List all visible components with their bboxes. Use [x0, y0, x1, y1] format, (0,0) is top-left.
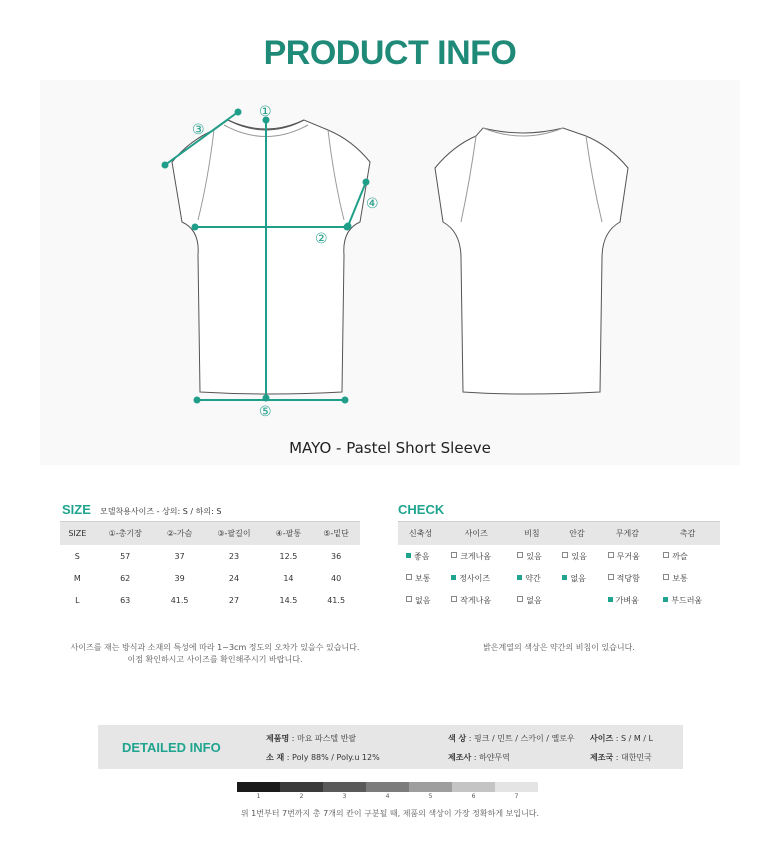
size-cell: M	[73, 573, 81, 583]
origin-label: 제조국	[590, 753, 614, 762]
unchecked-box-icon	[451, 596, 457, 602]
back-shirt-outline	[435, 128, 628, 394]
size-cell: 24	[228, 573, 240, 583]
material-value: : Poly 88% / Poly.u 12%	[284, 753, 380, 762]
unchecked-box-icon	[451, 552, 457, 558]
gradient-number: 6	[471, 793, 476, 800]
size-col-header: ⑤-밑단	[312, 522, 360, 546]
check-cell	[398, 567, 443, 589]
size-cell: 14.5	[279, 595, 298, 605]
model-size-note: 모델착용사이즈 - 상의: S / 하의: S	[100, 507, 222, 516]
unchecked-box-icon	[517, 596, 523, 602]
checked-box-icon	[406, 553, 411, 558]
check-heading: CHECK	[398, 502, 445, 517]
unchecked-box-icon	[663, 574, 669, 580]
size-cell: 39	[174, 573, 185, 583]
gradient-number: 2	[299, 793, 304, 800]
size-cell: 41.5	[170, 595, 189, 605]
size-col-header: ③-팔길이	[203, 522, 264, 546]
check-cell	[655, 589, 720, 611]
check-option-label: 무거움	[616, 551, 640, 561]
product-name: MAYO - Pastel Short Sleeve	[289, 439, 491, 457]
unchecked-box-icon	[406, 596, 412, 602]
check-cell	[398, 589, 443, 611]
check-col-header: 안감	[554, 522, 599, 546]
check-table	[398, 521, 720, 611]
origin-value: : 대한민국	[613, 753, 652, 762]
size-cell: 23	[228, 551, 240, 561]
size-row	[60, 545, 360, 567]
size-row	[60, 567, 360, 589]
color-row	[448, 733, 575, 744]
size-cell: 63	[120, 595, 131, 605]
page-title: PRODUCT INFO	[263, 34, 517, 72]
check-cell	[600, 545, 656, 567]
gradient-number: 7	[514, 793, 519, 800]
size-label: 사이즈	[590, 734, 614, 743]
size-cell: 37	[174, 551, 185, 561]
check-option-label: 적당함	[616, 573, 640, 583]
size-note	[60, 642, 370, 666]
check-row	[398, 545, 720, 567]
check-cell	[600, 567, 656, 589]
marker-2: ②	[315, 231, 328, 247]
check-col-header: 신축성	[398, 522, 443, 546]
size-note-line1: 사이즈를 재는 방식과 소재의 특성에 따라 1~3cm 정도의 오차가 있을수 있습니다.	[70, 643, 360, 652]
product-name-row	[266, 733, 356, 744]
check-option-label: 없음	[415, 595, 431, 605]
check-option-label: 있음	[526, 551, 542, 561]
gradient-number: 4	[385, 793, 390, 800]
product-label: 제품명	[266, 734, 290, 743]
gradient-swatch	[366, 782, 409, 792]
unchecked-box-icon	[608, 552, 614, 558]
color-gradient-scale	[237, 782, 538, 792]
gradient-swatch	[452, 782, 495, 792]
size-col-header: ②-가슴	[156, 522, 204, 546]
gradient-swatch	[409, 782, 452, 792]
size-cell: 36	[331, 551, 342, 561]
marker-1: ①	[259, 104, 272, 120]
size-note-line2: 이점 확인하시고 사이즈를 확인해주시기 바랍니다.	[127, 655, 303, 664]
check-cell	[509, 567, 554, 589]
check-cell	[600, 589, 656, 611]
check-col-header: 사이즈	[443, 522, 509, 546]
size-cell: 41.5	[327, 595, 346, 605]
checked-box-icon	[451, 575, 456, 580]
check-row	[398, 589, 720, 611]
check-cell	[509, 545, 554, 567]
check-col-header: 비침	[509, 522, 554, 546]
check-cell	[655, 545, 720, 567]
size-value: : S / M / L	[613, 734, 653, 743]
size-table	[60, 521, 360, 611]
check-note: 밝은계열의 색상은 약간의 비침이 있습니다.	[483, 643, 635, 652]
size-cell: L	[75, 595, 80, 605]
check-option-label: 보통	[672, 573, 688, 583]
tshirt-diagram	[40, 80, 740, 465]
material-row	[266, 752, 380, 763]
origin-row	[590, 752, 652, 763]
gradient-number: 5	[428, 793, 433, 800]
check-cell	[443, 545, 509, 567]
garment-illustration	[40, 80, 740, 465]
check-option-label: 가벼움	[615, 595, 639, 605]
size-cell: 14	[283, 573, 294, 583]
size-cell: 40	[331, 573, 342, 583]
checked-box-icon	[608, 597, 613, 602]
gradient-number: 1	[256, 793, 261, 800]
front-shirt-outline	[172, 120, 370, 394]
gradient-number: 3	[342, 793, 347, 800]
check-cell	[509, 589, 554, 611]
gradient-numbers	[237, 793, 538, 800]
size-cell: S	[74, 551, 80, 561]
check-cell	[554, 545, 599, 567]
check-option-label: 보통	[415, 573, 431, 583]
color-value: : 핑크 / 민트 / 스카이 / 옐로우	[466, 734, 575, 743]
gradient-note: 위 1번부터 7번까지 총 7개의 칸이 구분될 때, 제품의 색상이 가장 정확하게 보입니다.	[240, 809, 540, 818]
checked-box-icon	[663, 597, 668, 602]
size-cell: 62	[120, 573, 131, 583]
size-row	[590, 733, 653, 744]
detailed-info-bar	[98, 725, 683, 769]
detailed-info-heading: DETAILED INFO	[122, 740, 221, 755]
size-cell: 27	[228, 595, 240, 605]
material-label: 소 재	[266, 753, 285, 762]
checked-box-icon	[562, 575, 567, 580]
check-cell	[443, 567, 509, 589]
check-option-label: 약간	[525, 573, 541, 583]
check-option-label: 있음	[571, 551, 587, 561]
gradient-swatch	[237, 782, 280, 792]
product-value: : 마요 파스텔 반팔	[289, 734, 357, 743]
check-cell	[554, 567, 599, 589]
check-option-label: 까슬	[672, 551, 688, 561]
check-cell	[443, 589, 509, 611]
check-option-label: 부드러움	[671, 595, 703, 605]
size-cell: 12.5	[279, 551, 298, 561]
marker-5: ⑤	[259, 404, 272, 420]
maker-row	[448, 752, 510, 763]
maker-value: : 하얀무역	[471, 753, 510, 762]
color-label: 색 상	[448, 734, 467, 743]
marker-4: ④	[366, 196, 379, 212]
check-row	[398, 567, 720, 589]
check-col-header: 무게감	[600, 522, 656, 546]
check-option-label: 없음	[526, 595, 542, 605]
size-col-header: SIZE	[60, 522, 95, 546]
size-row	[60, 589, 360, 611]
check-option-label: 크게나옴	[460, 551, 492, 561]
size-cell: 57	[120, 551, 131, 561]
check-option-label: 없음	[570, 573, 586, 583]
checked-box-icon	[517, 575, 522, 580]
gradient-swatch	[495, 782, 538, 792]
size-col-header: ④-팔통	[265, 522, 313, 546]
check-option-label: 작게나옴	[460, 595, 492, 605]
maker-label: 제조사	[448, 753, 472, 762]
size-col-header: ①-총기장	[95, 522, 156, 546]
unchecked-box-icon	[517, 552, 523, 558]
unchecked-box-icon	[663, 552, 669, 558]
check-col-header: 촉감	[655, 522, 720, 546]
unchecked-box-icon	[406, 574, 412, 580]
unchecked-box-icon	[608, 574, 614, 580]
check-option-label: 좋음	[414, 551, 430, 561]
check-cell	[655, 567, 720, 589]
size-heading: SIZE	[62, 502, 91, 517]
check-option-label: 정사이즈	[459, 573, 491, 583]
gradient-swatch	[323, 782, 366, 792]
unchecked-box-icon	[562, 552, 568, 558]
gradient-swatch	[280, 782, 323, 792]
check-cell	[554, 589, 599, 611]
check-cell	[398, 545, 443, 567]
marker-3: ③	[192, 122, 205, 138]
